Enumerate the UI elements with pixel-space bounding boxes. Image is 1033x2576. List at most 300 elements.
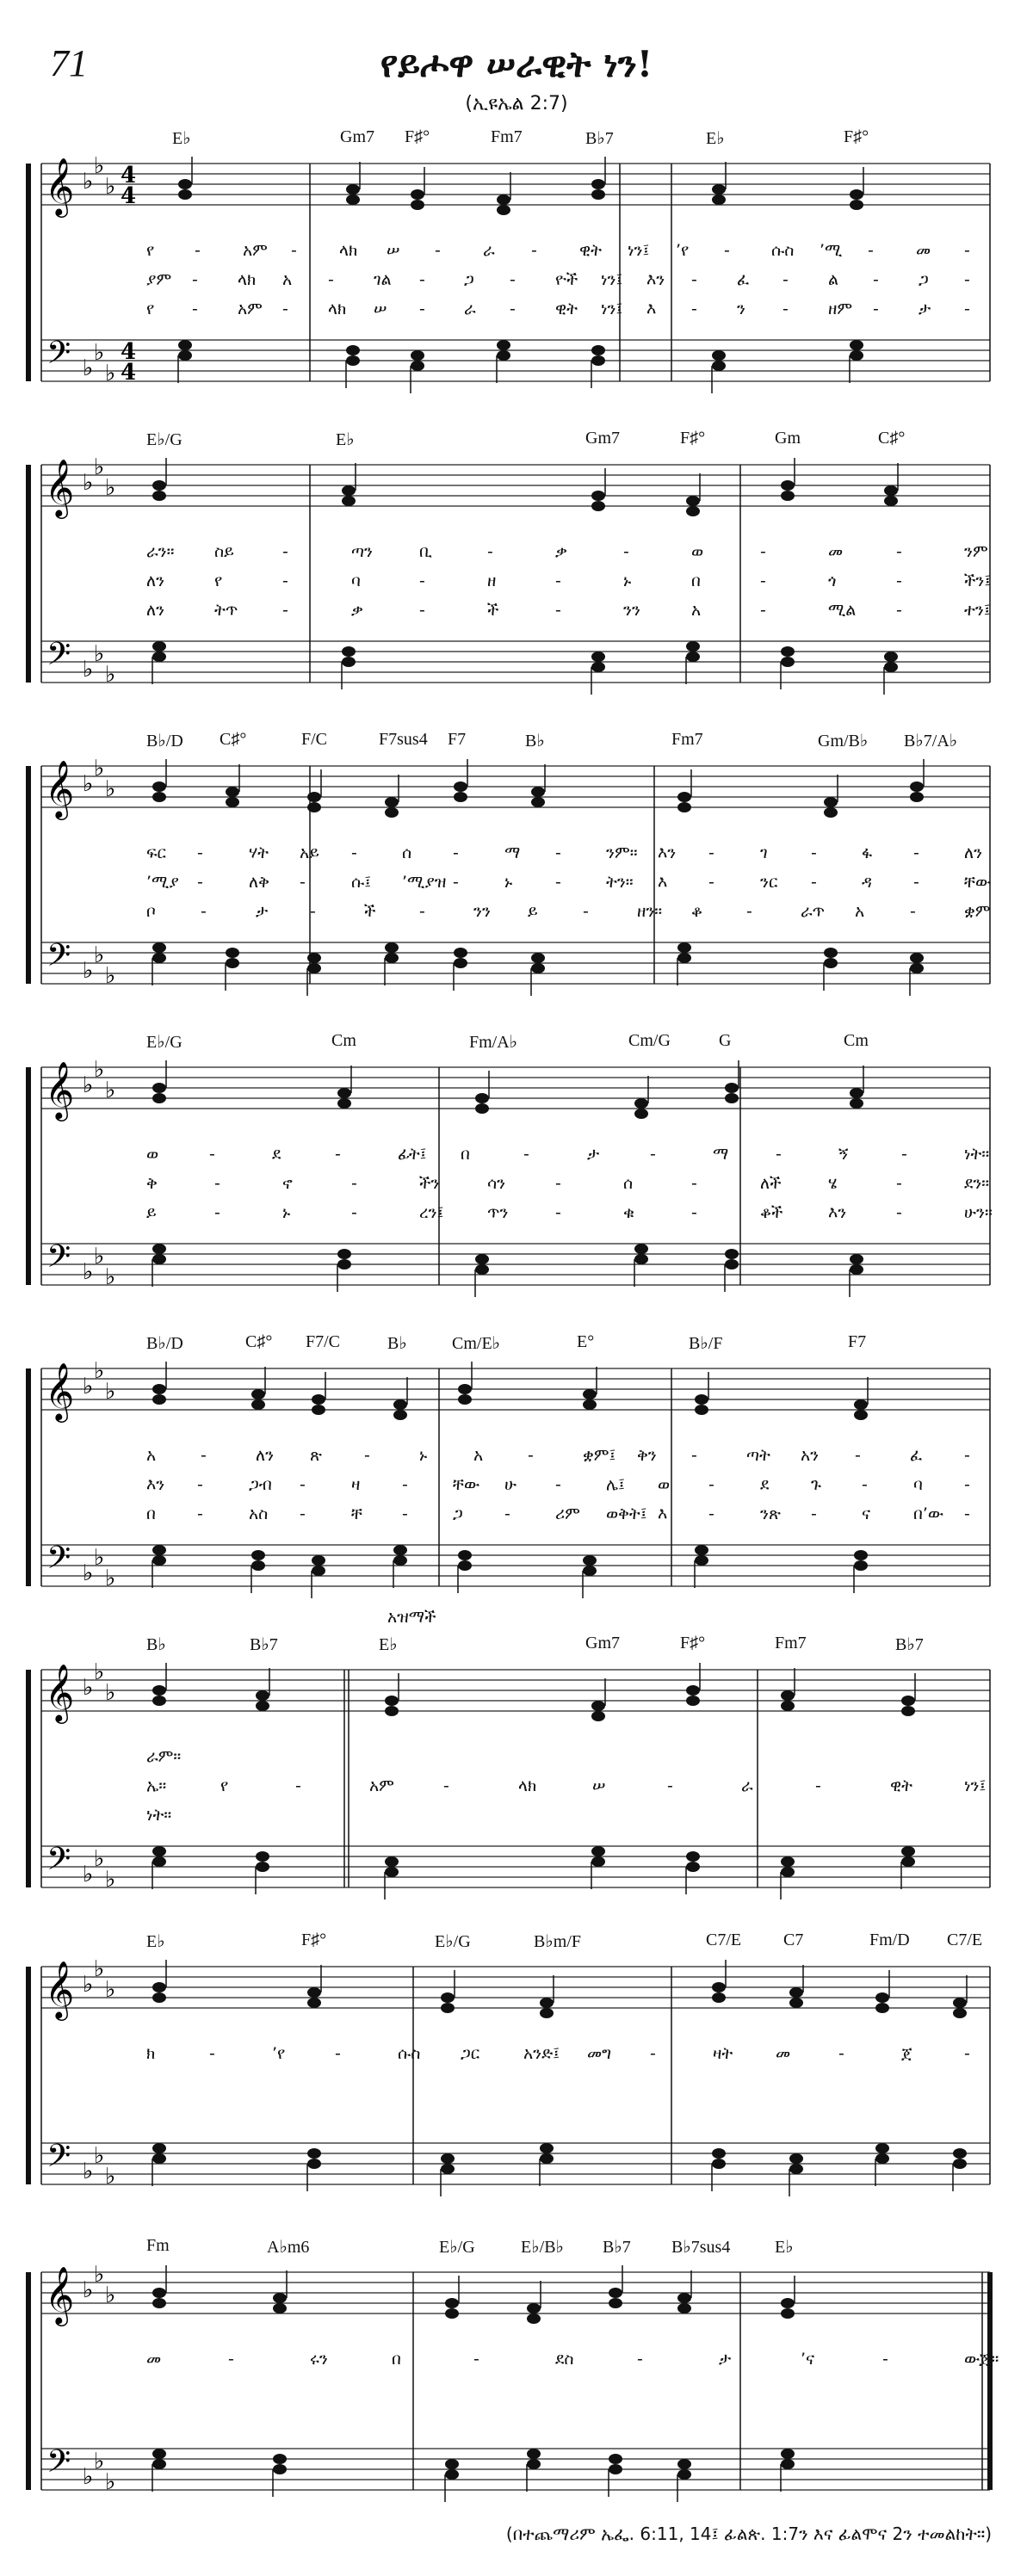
treble-notehead: [385, 797, 399, 807]
lyric-hyphen: -: [402, 1475, 408, 1494]
staff-lines: [0, 2246, 1033, 2530]
treble-notehead: [824, 797, 838, 807]
bass-notehead: [677, 953, 691, 963]
music-system: [0, 1031, 1033, 1325]
chord-symbol: C♯°: [220, 730, 247, 749]
key-flat-icon: ♭: [105, 1977, 116, 2003]
lyric-syllable: መግ: [587, 2044, 612, 2063]
treble-notehead: [458, 1384, 472, 1394]
bass-notehead: [824, 958, 838, 968]
lyric-syllable: አስ: [249, 1504, 269, 1523]
lyric-syllable: ንጽ: [760, 1504, 781, 1523]
lyric-syllable: እን: [646, 270, 665, 289]
treble-notehead: [152, 781, 166, 792]
treble-notehead: [393, 1399, 407, 1410]
treble-notehead: [854, 1410, 868, 1420]
treble-notehead: [152, 491, 166, 501]
chord-symbol: Fm7: [491, 127, 523, 146]
bass-notehead: [178, 340, 192, 350]
lyric-syllable: ጎ: [828, 571, 837, 590]
treble-notehead: [677, 2293, 691, 2303]
lyric-hyphen: -: [402, 1504, 408, 1523]
lyric-hyphen: -: [811, 843, 817, 862]
treble-notehead: [226, 787, 239, 797]
chord-symbol: E♭: [706, 129, 725, 148]
treble-notehead: [527, 2303, 541, 2313]
key-flat-icon: ♭: [94, 942, 105, 968]
lyric-syllable: ’ና: [801, 2350, 815, 2369]
system-bracket: [26, 164, 31, 381]
lyric-syllable: ራም።: [146, 1747, 182, 1766]
lyric-syllable: ትጥ: [214, 601, 238, 620]
system-bracket: [26, 1067, 31, 1285]
key-flat-icon: ♭: [83, 958, 94, 984]
bass-notehead: [475, 1264, 489, 1275]
treble-notehead: [411, 189, 424, 200]
chord-symbol: F/C: [301, 730, 328, 749]
bass-notehead: [850, 350, 863, 361]
bass-notehead: [152, 2459, 166, 2469]
treble-notehead: [677, 802, 691, 812]
lyric-hyphen: -: [650, 1145, 656, 1164]
treble-notehead: [789, 1998, 803, 2008]
treble-notehead: [152, 1394, 166, 1405]
lyric-hyphen: -: [282, 571, 288, 590]
lyric-hyphen: -: [197, 873, 203, 892]
lyric-syllable: ዛት: [713, 2044, 733, 2063]
lyric-hyphen: -: [510, 270, 516, 289]
treble-notehead: [307, 1987, 321, 1998]
bass-notehead: [454, 948, 467, 958]
bass-notehead: [342, 646, 356, 657]
chord-symbol: F♯°: [680, 429, 706, 448]
treble-notehead: [609, 2288, 622, 2298]
lyric-hyphen: -: [531, 241, 537, 260]
lyric-hyphen: -: [862, 1475, 868, 1494]
lyric-syllable: ላክ: [518, 1776, 537, 1795]
bass-notehead: [497, 340, 510, 350]
lyric-syllable: በ: [146, 1504, 156, 1523]
lyric-syllable: ራ: [741, 1776, 753, 1795]
chord-symbol: F♯°: [405, 127, 430, 146]
treble-notehead: [591, 189, 605, 200]
key-flat-icon: ♭: [83, 1072, 94, 1098]
chord-symbol: B♭7: [603, 2238, 631, 2257]
bass-notehead: [385, 1867, 399, 1877]
lyric-hyphen: -: [201, 1446, 207, 1465]
lyric-syllable: በ: [691, 571, 701, 590]
lyric-hyphen: -: [453, 843, 459, 862]
treble-notehead: [712, 184, 726, 195]
treble-notehead: [251, 1399, 265, 1410]
lyric-syllable: ሱስ: [398, 2044, 421, 2063]
lyric-hyphen: -: [667, 1776, 673, 1795]
lyric-syllable: ላክ: [328, 300, 347, 318]
lyric-syllable: በ: [461, 1145, 470, 1164]
music-system: [0, 1332, 1033, 1627]
chord-symbol: Fm/A♭: [469, 1033, 518, 1052]
lyric-hyphen: -: [555, 1203, 561, 1222]
section-label: አዝማች: [387, 1608, 436, 1627]
lyric-hyphen: -: [443, 1776, 449, 1795]
lyric-hyphen: -: [300, 1504, 306, 1523]
lyric-syllable: ዳ: [862, 873, 872, 892]
lyric-hyphen: -: [691, 1203, 697, 1222]
treble-notehead: [910, 781, 924, 792]
lyric-syllable: ’የ: [272, 2044, 286, 2063]
chord-symbol: F7sus4: [379, 730, 428, 749]
system-bracket: [26, 1368, 31, 1586]
lyric-syllable: ረን፤: [419, 1203, 444, 1222]
treble-notehead: [901, 1706, 915, 1716]
bass-notehead: [152, 942, 166, 953]
lyric-hyphen: -: [192, 300, 198, 318]
treble-notehead: [583, 1399, 597, 1410]
key-flat-icon: ♭: [94, 1846, 105, 1872]
lyric-hyphen: -: [708, 873, 714, 892]
lyric-hyphen: -: [555, 571, 561, 590]
bass-notehead: [540, 2153, 554, 2164]
chord-symbol: Fm: [146, 2236, 170, 2255]
lyric-hyphen: -: [310, 902, 316, 921]
chord-symbol: C♯°: [245, 1332, 273, 1351]
lyric-syllable: ለች: [760, 1174, 782, 1193]
footer-note: (በተጨማሪም ኤፌ. 6:11, 14፤ ፊልጵ. 1:7ን እና ፊልሞና 2ን ተመልከት።): [505, 2523, 992, 2544]
bass-notehead: [385, 953, 399, 963]
lyric-hyphen: -: [351, 1174, 357, 1193]
time-signature: 4: [121, 163, 137, 188]
lyric-syllable: ነን፤: [628, 241, 650, 260]
key-flat-icon: ♭: [83, 1862, 94, 1887]
chord-symbol: E♭/G: [435, 1932, 471, 1951]
lyric-hyphen: -: [782, 270, 789, 289]
lyric-hyphen: -: [650, 2044, 656, 2063]
bass-notehead: [634, 1254, 648, 1264]
chord-symbol: B♭7sus4: [671, 2238, 731, 2257]
lyric-hyphen: -: [328, 270, 334, 289]
bass-notehead: [591, 1856, 605, 1867]
lyric-hyphen: -: [195, 241, 201, 260]
lyric-syllable: ጋ: [453, 1504, 463, 1523]
time-signature: 4: [121, 183, 137, 209]
treble-notehead: [273, 2293, 287, 2303]
treble-notehead: [152, 1685, 166, 1696]
lyric-hyphen: -: [896, 1203, 902, 1222]
bass-notehead: [475, 1254, 489, 1264]
key-flat-icon: ♭: [94, 1545, 105, 1571]
treble-notehead: [591, 179, 605, 189]
lyric-syllable: ደን።: [964, 1174, 990, 1193]
treble-notehead: [454, 792, 467, 802]
lyric-syllable: ቸ: [351, 1504, 363, 1523]
song-number: 71: [50, 42, 88, 84]
chord-symbol: B♭: [387, 1334, 407, 1353]
key-flat-icon: ♭: [105, 2469, 116, 2495]
chord-symbol: Fm7: [775, 1634, 807, 1652]
treble-clef-icon: 𝄞: [45, 1060, 75, 1119]
chord-symbol: E♭: [172, 129, 191, 148]
bass-notehead: [591, 1846, 605, 1856]
treble-notehead: [910, 792, 924, 802]
lyric-hyphen: -: [760, 571, 766, 590]
bass-notehead: [953, 2159, 967, 2169]
treble-notehead: [634, 1098, 648, 1109]
treble-notehead: [712, 195, 726, 205]
lyric-hyphen: -: [913, 873, 919, 892]
time-signature: 4: [121, 360, 137, 386]
bass-notehead: [695, 1555, 708, 1566]
lyric-syllable: ደ: [760, 1475, 770, 1494]
lyric-syllable: ፍር: [146, 843, 167, 862]
music-system: [0, 429, 1033, 723]
lyric-syllable: ፊት፤: [398, 1145, 427, 1164]
lyric-syllable: በ: [392, 2350, 401, 2369]
lyric-syllable: ሁ: [504, 1475, 517, 1494]
bass-notehead: [712, 361, 726, 371]
bass-notehead: [781, 657, 795, 667]
lyric-hyphen: -: [364, 1446, 370, 1465]
treble-notehead: [445, 2298, 459, 2308]
bass-notehead: [385, 942, 399, 953]
system-bracket: [26, 766, 31, 984]
bass-notehead: [307, 2159, 321, 2169]
treble-notehead: [850, 1098, 863, 1109]
key-flat-icon: ♭: [83, 2277, 94, 2303]
lyric-hyphen: -: [815, 1776, 821, 1795]
bass-notehead: [583, 1566, 597, 1576]
lyric-syllable: እን: [658, 843, 677, 862]
key-flat-icon: ♭: [105, 662, 116, 688]
treble-notehead: [346, 184, 360, 195]
chord-symbol: Gm7: [340, 127, 374, 146]
treble-notehead: [953, 1998, 967, 2008]
chord-symbol: A♭m6: [267, 2238, 310, 2257]
lyric-syllable: ነን፤: [964, 1776, 987, 1795]
key-flat-icon: ♭: [105, 1379, 116, 1405]
lyric-syllable: ቋም: [964, 902, 991, 921]
bass-notehead: [152, 652, 166, 662]
treble-notehead: [824, 807, 838, 818]
treble-notehead: [875, 1992, 889, 2003]
key-flat-icon: ♭: [83, 355, 94, 381]
lyric-syllable: ዛ: [351, 1475, 361, 1494]
lyric-syllable: ወ: [658, 1475, 671, 1494]
lyric-syllable: ቢ: [419, 542, 432, 561]
bass-notehead: [901, 1846, 915, 1856]
lyric-syllable: መ: [776, 2044, 791, 2063]
treble-notehead: [346, 195, 360, 205]
treble-notehead: [781, 491, 795, 501]
lyric-syllable: ዘም: [828, 300, 853, 318]
lyric-syllable: ታ: [256, 902, 269, 921]
lyric-hyphen: -: [964, 241, 970, 260]
treble-notehead: [307, 1998, 321, 2008]
lyric-syllable: ጉ: [811, 1475, 821, 1494]
lyric-hyphen: -: [192, 270, 198, 289]
lyric-hyphen: -: [214, 1203, 220, 1222]
lyric-syllable: ች: [487, 601, 499, 620]
treble-notehead: [226, 797, 239, 807]
bass-clef-icon: 𝄢: [46, 1239, 71, 1282]
lyric-syllable: ራ: [483, 241, 495, 260]
lyric-hyphen: -: [691, 270, 697, 289]
chord-symbol: F♯°: [301, 1930, 327, 1949]
music-system: [0, 1608, 1033, 1928]
bass-notehead: [445, 2469, 459, 2480]
lyric-hyphen: -: [691, 1174, 697, 1193]
song-header: [0, 0, 1033, 120]
treble-notehead: [850, 1088, 863, 1098]
lyric-hyphen: -: [528, 1446, 534, 1465]
lyric-syllable: ሠ: [374, 300, 387, 318]
lyric-syllable: ዊት: [579, 241, 602, 260]
lyric-hyphen: -: [637, 2350, 643, 2369]
treble-notehead: [152, 1992, 166, 2003]
chord-symbol: B♭m/F: [534, 1932, 582, 1951]
lyric-syllable: መ: [828, 542, 844, 561]
chord-symbol: E°: [577, 1332, 595, 1351]
lyric-syllable: ችን፤: [964, 571, 992, 590]
chord-symbol: F7: [448, 730, 467, 749]
key-flat-icon: ♭: [94, 1057, 105, 1083]
lyric-syllable: ነን፤: [601, 270, 623, 289]
bass-notehead: [307, 963, 321, 973]
bass-notehead: [251, 1550, 265, 1560]
lyric-syllable: ጥን: [487, 1203, 509, 1222]
key-flat-icon: ♭: [105, 1264, 116, 1290]
bass-clef-icon: 𝄢: [46, 937, 71, 981]
lyric-hyphen: -: [453, 873, 459, 892]
treble-notehead: [445, 2308, 459, 2319]
song-title: የይሖዋ ሠራዊት ነን!: [380, 43, 653, 85]
treble-notehead: [953, 2008, 967, 2018]
system-bracket: [26, 1670, 31, 1887]
lyric-syllable: ቆ: [691, 902, 702, 921]
treble-notehead: [497, 195, 510, 205]
lyric-hyphen: -: [282, 542, 288, 561]
lyric-syllable: ’ሚያዝ: [402, 873, 447, 892]
treble-notehead: [152, 1083, 166, 1093]
lyric-hyphen: -: [896, 1174, 902, 1193]
lyric-syllable: ሳን: [487, 1174, 506, 1193]
treble-clef-icon: 𝄞: [45, 157, 75, 215]
lyric-hyphen: -: [724, 241, 730, 260]
bass-notehead: [152, 2449, 166, 2459]
bass-notehead: [152, 641, 166, 652]
lyric-hyphen: -: [291, 241, 297, 260]
lyric-syllable: እ: [658, 1504, 668, 1523]
treble-clef-icon: 𝄞: [45, 2265, 75, 2324]
treble-notehead: [273, 2303, 287, 2313]
lyric-syllable: ዮች: [555, 270, 578, 289]
lyric-hyphen: -: [868, 241, 874, 260]
lyric-hyphen: -: [882, 2350, 888, 2369]
lyric-hyphen: -: [708, 843, 714, 862]
lyric-syllable: አ: [473, 1446, 484, 1465]
lyric-syllable: ኤ።: [146, 1776, 167, 1795]
lyric-syllable: የ: [220, 1776, 229, 1795]
lyric-syllable: ለን: [146, 601, 165, 620]
chord-symbol: B♭7: [250, 1635, 278, 1654]
lyric-syllable: ጋ: [919, 270, 929, 289]
lyric-hyphen: -: [964, 1475, 970, 1494]
chord-symbol: F7/C: [306, 1332, 341, 1351]
key-flat-icon: ♭: [83, 470, 94, 496]
lyric-syllable: ችን: [419, 1174, 440, 1193]
bass-notehead: [273, 2464, 287, 2474]
treble-notehead: [312, 1394, 325, 1405]
lyric-hyphen: -: [746, 902, 752, 921]
key-flat-icon: ♭: [105, 1867, 116, 1893]
treble-notehead: [695, 1394, 708, 1405]
chord-symbol: B♭/F: [689, 1334, 723, 1353]
treble-notehead: [441, 2003, 455, 2013]
bass-notehead: [583, 1555, 597, 1566]
lyric-syllable: ሩን: [310, 2350, 328, 2369]
key-flat-icon: ♭: [83, 2159, 94, 2184]
lyric-syllable: ንም: [964, 542, 988, 561]
lyric-syllable: አ: [855, 902, 865, 921]
bass-notehead: [385, 1856, 399, 1867]
lyric-syllable: ታ: [919, 300, 931, 318]
scripture-reference: (ኢዩኤል 2:7): [465, 93, 568, 114]
lyric-syllable: ራ: [464, 300, 476, 318]
bass-notehead: [609, 2454, 622, 2464]
lyric-syllable: ነት።: [146, 1806, 172, 1825]
lyric-hyphen: -: [419, 601, 425, 620]
lyric-hyphen: -: [896, 542, 902, 561]
treble-notehead: [875, 2003, 889, 2013]
key-flat-icon: ♭: [105, 361, 116, 386]
chord-symbol: F♯°: [844, 127, 869, 146]
bass-clef-icon: 𝄢: [46, 636, 71, 680]
lyric-hyphen: -: [228, 2350, 234, 2369]
lyric-hyphen: -: [209, 1145, 215, 1164]
lyric-syllable: የ: [146, 300, 155, 318]
treble-notehead: [634, 1109, 648, 1119]
bass-notehead: [591, 345, 605, 355]
lyric-syllable: ራጥ: [801, 902, 826, 921]
treble-notehead: [342, 496, 356, 506]
key-flat-icon: ♭: [105, 2164, 116, 2190]
lyric-syllable: ቸው: [453, 1475, 480, 1494]
key-flat-icon: ♭: [94, 454, 105, 480]
lyric-syllable: ጽ: [310, 1446, 322, 1465]
chord-symbol: Gm7: [585, 1634, 620, 1652]
lyric-hyphen: -: [555, 1174, 561, 1193]
lyric-syllable: ና: [862, 1504, 871, 1523]
bass-notehead: [854, 1560, 868, 1571]
chord-symbol: B♭7/A♭: [904, 732, 958, 751]
bass-notehead: [725, 1259, 739, 1269]
lyric-hyphen: -: [760, 542, 766, 561]
bass-notehead: [411, 361, 424, 371]
lyric-hyphen: -: [504, 1504, 510, 1523]
lyric-syllable: ቅ: [146, 1174, 158, 1193]
treble-notehead: [475, 1093, 489, 1103]
bass-notehead: [152, 2143, 166, 2153]
bass-notehead: [152, 1244, 166, 1254]
treble-clef-icon: 𝄞: [45, 1362, 75, 1420]
treble-notehead: [781, 480, 795, 491]
system-bracket: [26, 2272, 31, 2490]
bass-notehead: [781, 2449, 795, 2459]
lyric-syllable: ዊት: [555, 300, 578, 318]
lyric-syllable: ’ሚ: [820, 241, 843, 260]
lyric-syllable: ለቅ: [249, 873, 269, 892]
treble-notehead: [385, 807, 399, 818]
lyric-hyphen: -: [910, 902, 916, 921]
